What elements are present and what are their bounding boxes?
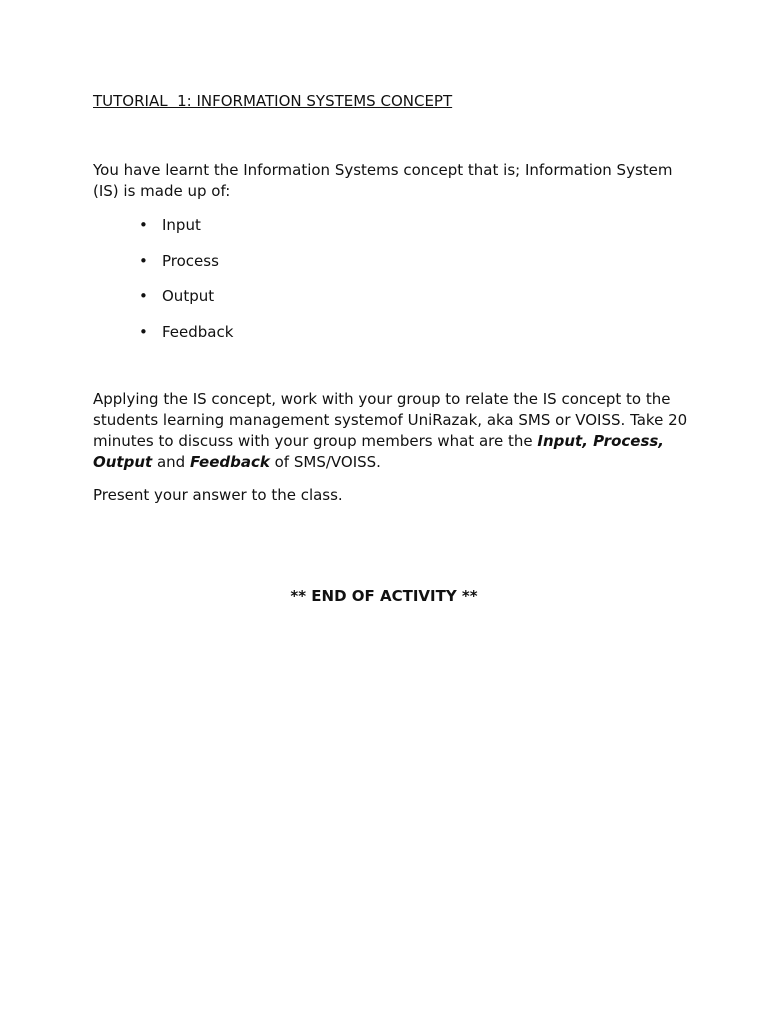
list-item xyxy=(139,286,233,322)
end-of-activity: ** END OF ACTIVITY ** xyxy=(290,587,478,605)
list-item-label: Process xyxy=(162,251,219,270)
term-input-process: Input, Process, xyxy=(537,432,664,450)
bullet-icon: • xyxy=(139,216,148,234)
task-paragraph xyxy=(93,389,693,473)
term-output: Output xyxy=(93,453,153,471)
bullet-icon: • xyxy=(139,251,148,270)
list-item-label: Input xyxy=(162,216,201,234)
bullet-icon: • xyxy=(139,322,148,341)
list-item xyxy=(139,251,233,287)
list-item xyxy=(139,215,233,251)
task-connector: and xyxy=(152,453,190,471)
document-title: TUTORIAL 1: INFORMATION SYSTEMS CONCEPT xyxy=(93,92,453,110)
bullet-icon: • xyxy=(139,287,148,305)
task-text-end: of SMS/VOISS. xyxy=(269,453,381,471)
intro-paragraph: You have learnt the Information Systems concept that is; Information System (IS) is made up of: xyxy=(93,161,673,200)
list-item xyxy=(139,322,233,358)
list-item-label: Output xyxy=(162,287,215,305)
term-feedback: Feedback xyxy=(189,453,270,471)
components-list xyxy=(139,215,233,357)
task-text: Applying the IS concept, work with your group to relate the IS concept to the students learning management systemof UniRazak, aka SMS or VOISS. Take 20 minutes to discuss with your group members what are the xyxy=(93,390,688,450)
list-item-label: Feedback xyxy=(162,322,234,341)
present-instruction: Present your answer to the class. xyxy=(93,486,343,504)
